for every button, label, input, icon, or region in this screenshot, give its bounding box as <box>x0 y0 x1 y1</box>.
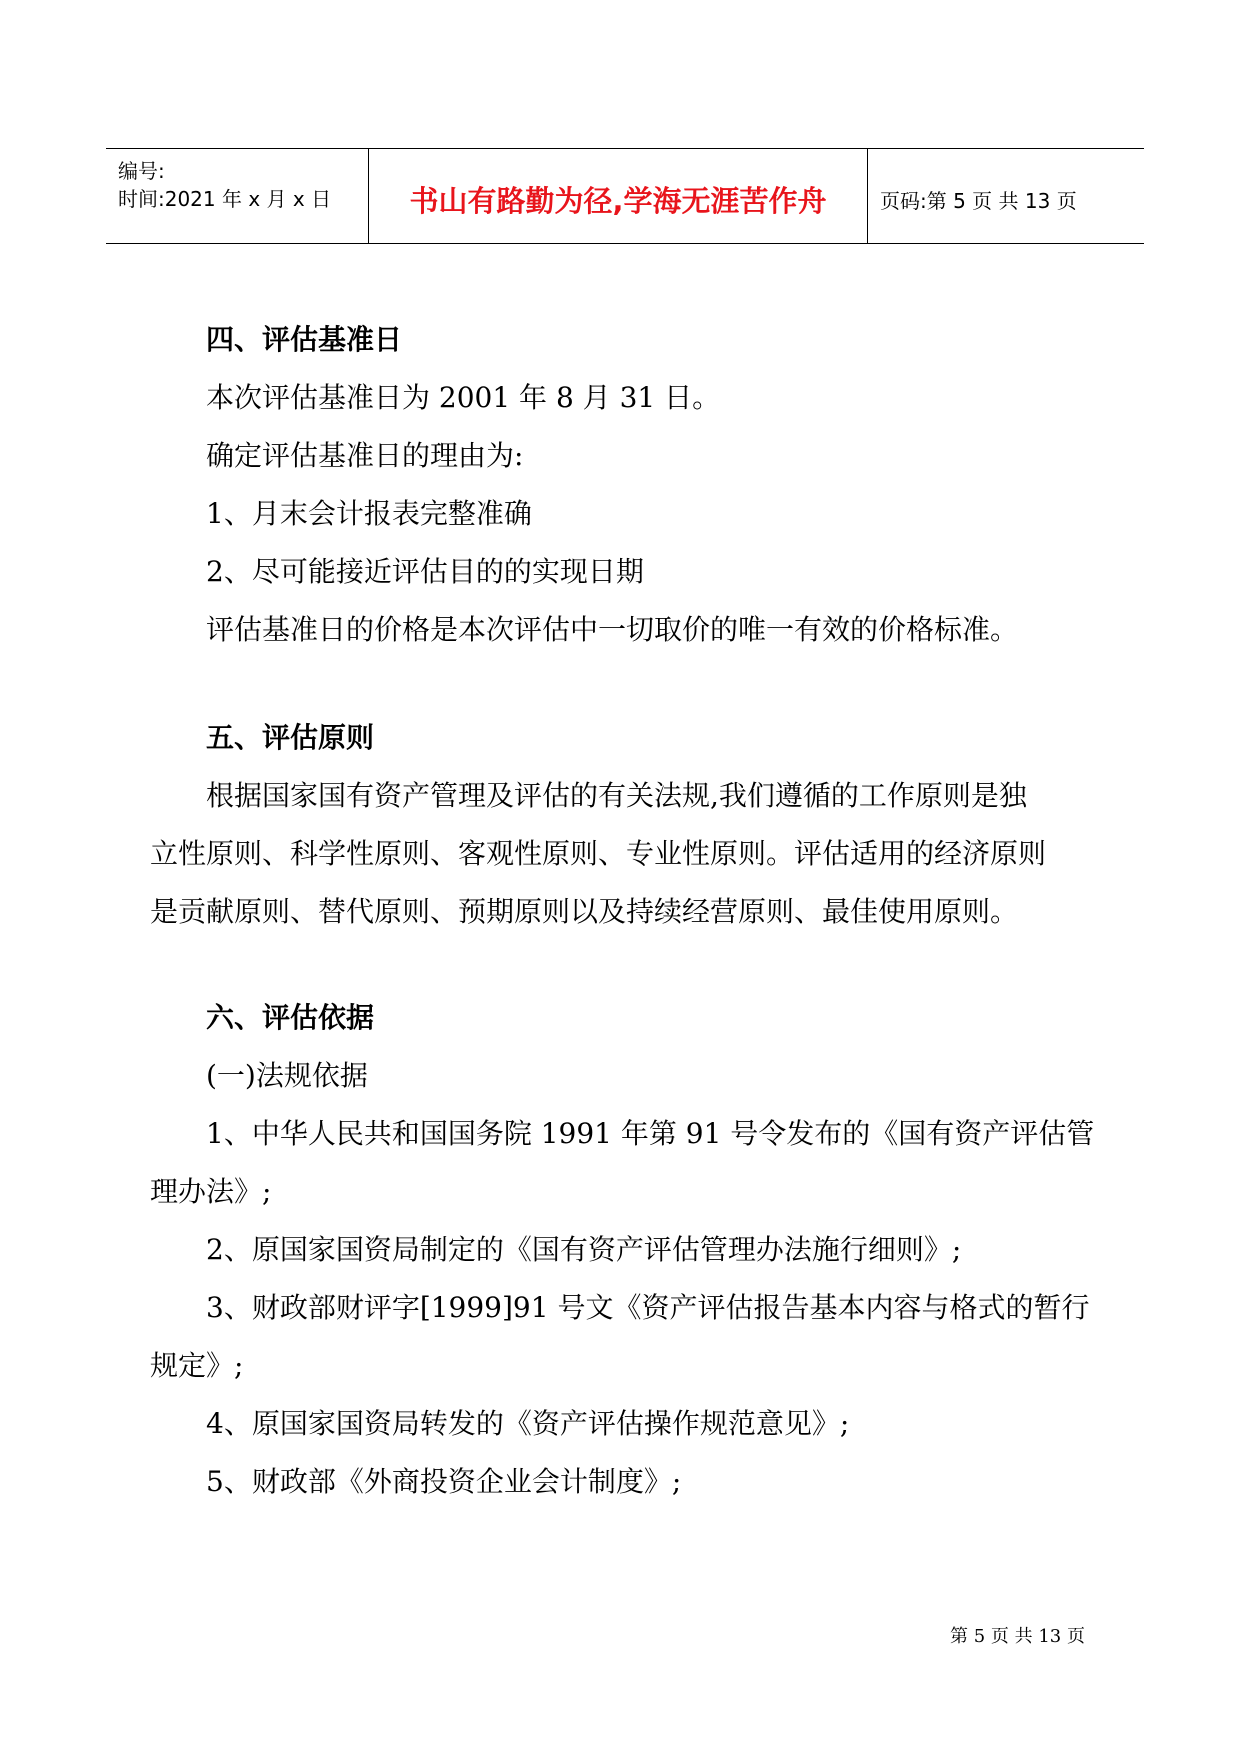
page-footer: 第 5 页 共 13 页 <box>950 1626 1085 1647</box>
list-item: 4、原国家国资局转发的《资产评估操作规范意见》; <box>206 1407 850 1440</box>
document-header <box>106 148 1144 244</box>
list-item: 1、月末会计报表完整准确 <box>206 497 532 530</box>
paragraph-line: 是贡献原则、替代原则、预期原则以及持续经营原则、最佳使用原则。 <box>150 895 1019 928</box>
list-item: 3、财政部财评字[1999]91 号文《资产评估报告基本内容与格式的暂行 <box>206 1291 1090 1324</box>
subsection-heading: (一)法规依据 <box>206 1059 368 1092</box>
document-number-label: 编号: <box>118 159 165 183</box>
paragraph-line: 立性原则、科学性原则、客观性原则、专业性原则。评估适用的经济原则 <box>150 837 1047 870</box>
header-motto: 书山有路勤为径,学海无涯苦作舟 <box>409 184 827 218</box>
list-item-continuation: 理办法》; <box>150 1175 272 1208</box>
header-page-cell <box>868 149 1144 243</box>
list-item: 5、财政部《外商投资企业会计制度》; <box>206 1465 682 1498</box>
paragraph-line: 根据国家国有资产管理及评估的有关法规,我们遵循的工作原则是独 <box>206 779 1027 812</box>
header-motto-cell <box>368 149 868 243</box>
section-heading: 五、评估原则 <box>206 721 375 754</box>
paragraph-line: 评估基准日的价格是本次评估中一切取价的唯一有效的价格标准。 <box>206 613 1019 646</box>
header-meta-cell <box>106 149 368 243</box>
list-item-continuation: 规定》; <box>150 1349 244 1382</box>
section-heading: 四、评估基准日 <box>206 323 403 356</box>
list-item: 2、原国家国资局制定的《国有资产评估管理办法施行细则》; <box>206 1233 962 1266</box>
document-time-label: 时间:2021 年 x 月 x 日 <box>118 187 332 211</box>
paragraph-line: 确定评估基准日的理由为: <box>206 439 524 472</box>
list-item: 1、中华人民共和国国务院 1991 年第 91 号令发布的《国有资产评估管 <box>206 1117 1095 1150</box>
section-heading: 六、评估依据 <box>206 1001 375 1034</box>
header-page-info: 页码:第 5 页 共 13 页 <box>880 189 1077 213</box>
paragraph-line: 本次评估基准日为 2001 年 8 月 31 日。 <box>206 381 721 414</box>
list-item: 2、尽可能接近评估目的的实现日期 <box>206 555 644 588</box>
